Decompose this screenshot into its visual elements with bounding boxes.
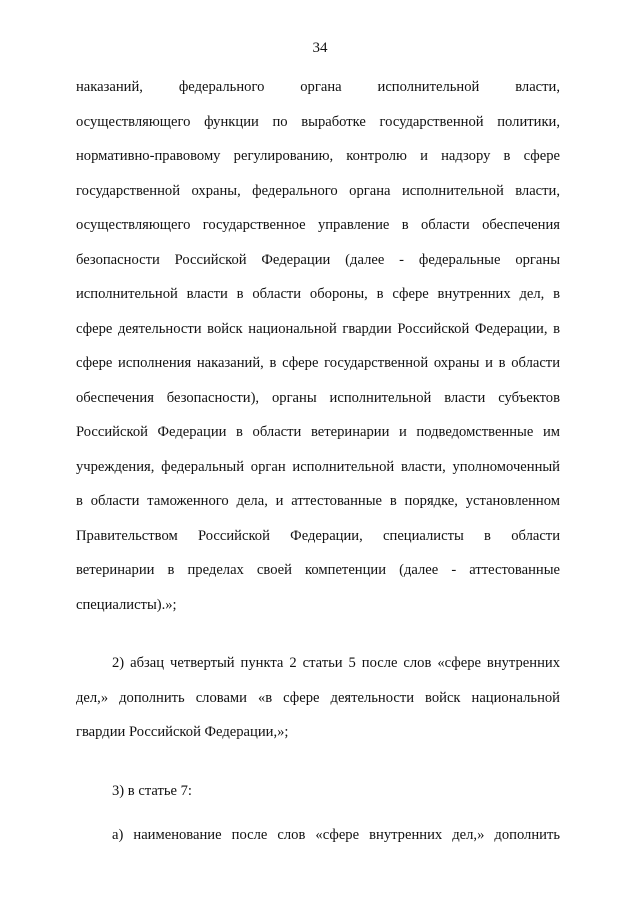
text-line: в области таможенного дела, и аттестованные в порядке, установленном bbox=[76, 493, 560, 509]
text-line: а) наименование после слов «сфере внутренних дел,» дополнить bbox=[112, 827, 560, 843]
text-line: дел,» дополнить словами «в сфере деятельности войск национальной bbox=[76, 689, 560, 706]
text-line: учреждения, федеральный орган исполнительной власти, уполномоченный bbox=[76, 458, 560, 475]
text-line: осуществляющего государственное управление в области обеспечения bbox=[76, 217, 560, 233]
text-line: ветеринарии в пределах своей компетенции (далее - аттестованные bbox=[76, 562, 560, 578]
paragraph-3 bbox=[76, 776, 560, 811]
text-line: осуществляющего функции по выработке государственной политики, bbox=[76, 113, 560, 130]
paragraph-1 bbox=[76, 72, 560, 624]
text-line: исполнительной власти в области обороны, в сфере внутренних дел, в bbox=[76, 286, 560, 302]
text-line: сфере исполнения наказаний, в сфере государственной охраны и в области bbox=[76, 355, 560, 371]
text-line: наказаний, федерального органа исполнительной власти, bbox=[76, 79, 560, 95]
paragraph-4 bbox=[76, 820, 560, 855]
text-line: Правительством Российской Федерации, специалисты в области bbox=[76, 527, 560, 544]
text-line: сфере деятельности войск национальной гвардии Российской Федерации, в bbox=[76, 320, 560, 337]
page-number: 34 bbox=[312, 40, 328, 56]
text-line: 2) абзац четвертый пункта 2 статьи 5 после слов «сфере внутренних bbox=[112, 655, 560, 671]
text-line: государственной охраны, федерального органа исполнительной власти, bbox=[76, 182, 560, 199]
text-line: Российской Федерации в области ветеринарии и подведомственные им bbox=[76, 424, 560, 440]
document-body bbox=[76, 72, 560, 855]
text-line: нормативно-правовому регулированию, контролю и надзору в сфере bbox=[76, 148, 560, 164]
text-line: 3) в статье 7: bbox=[112, 782, 192, 799]
text-line: безопасности Российской Федерации (далее - федеральные органы bbox=[76, 251, 560, 268]
paragraph-spacer bbox=[76, 810, 560, 820]
paragraph-2 bbox=[76, 648, 560, 752]
paragraph-spacer bbox=[76, 624, 560, 648]
paragraph-spacer bbox=[76, 752, 560, 776]
text-line: гвардии Российской Федерации,»; bbox=[76, 724, 289, 740]
text-line: обеспечения безопасности), органы исполнительной власти субъектов bbox=[76, 389, 560, 406]
text-line: специалисты).»; bbox=[76, 596, 177, 613]
